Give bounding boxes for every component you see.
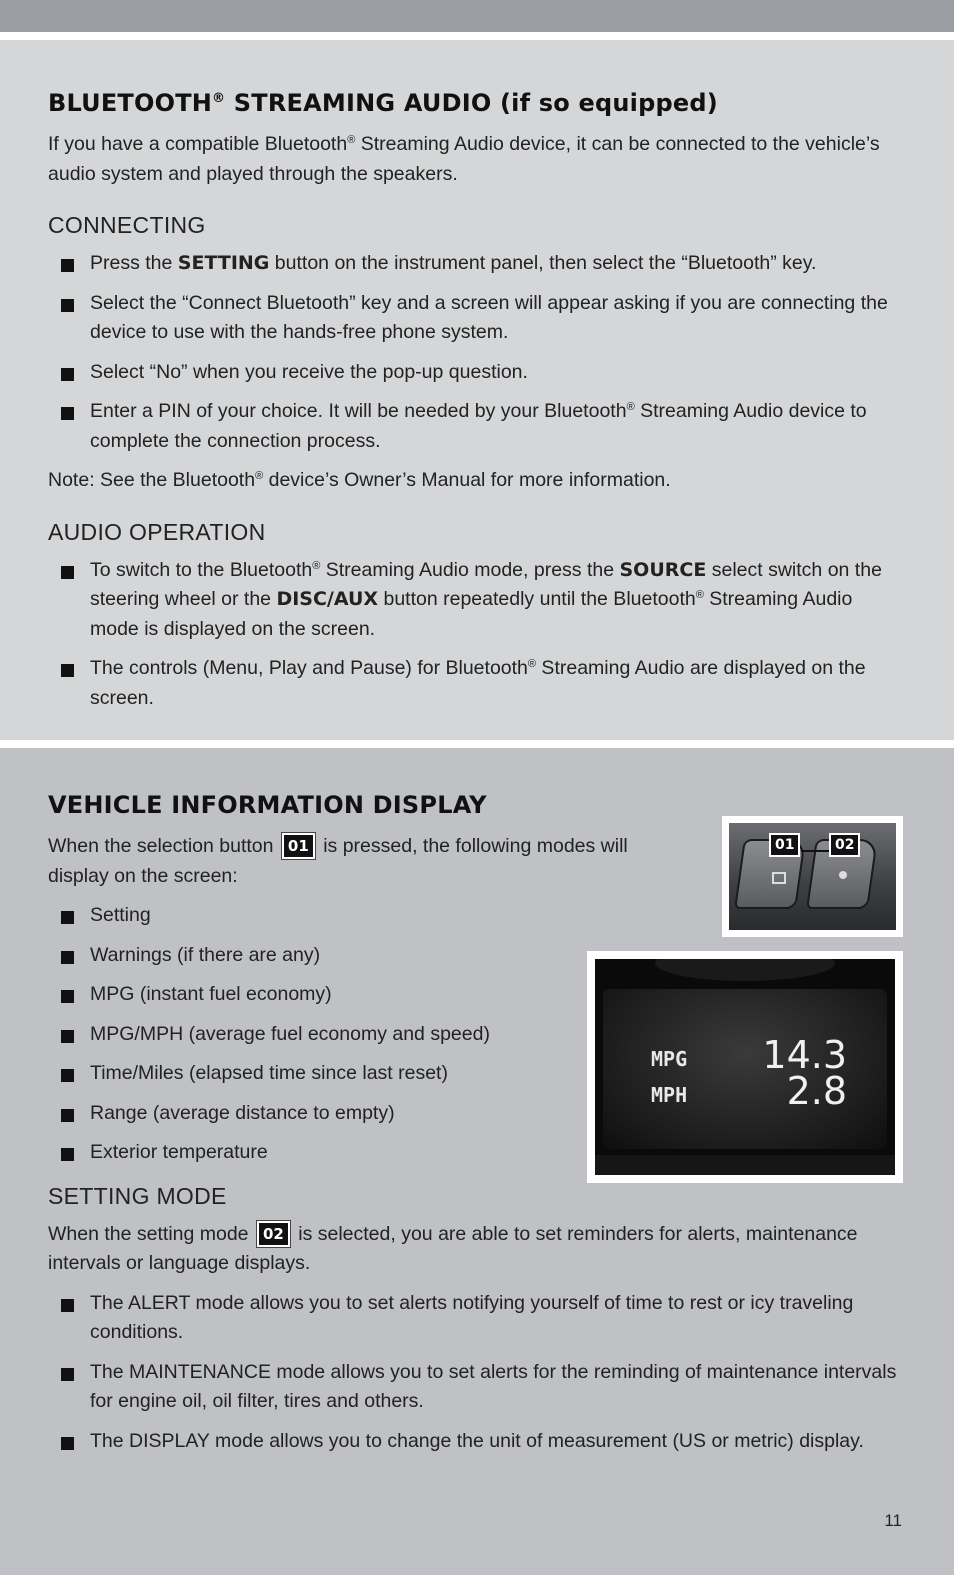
item-text-rest: Streaming Audio device to complete the connection process. xyxy=(90,400,867,452)
photo-tag-01: 01 xyxy=(769,833,800,857)
item-text: Select the “Connect Bluetooth” key and a screen will appear asking if you are connecting the device to use with the hands-free phone system. xyxy=(90,291,888,343)
lcd-value-mph: 2.8 xyxy=(786,1069,847,1113)
mode-label: MPG/MPH (average fuel economy and speed) xyxy=(90,1022,490,1045)
note-text-rest: device’s Owner’s Manual for more information. xyxy=(263,469,671,491)
registered-mark: ® xyxy=(212,91,226,106)
bullet-icon xyxy=(61,1299,74,1312)
page-number: 11 xyxy=(884,1511,902,1530)
setting-mode-intro xyxy=(48,1220,906,1279)
heading-text-rest: STREAMING AUDIO (if so equipped) xyxy=(225,89,718,117)
button-01-tag: 01 xyxy=(282,833,315,859)
setting-mode-heading: SETTING MODE xyxy=(48,1182,227,1209)
bullet-icon xyxy=(61,664,74,677)
list-item xyxy=(48,941,648,971)
item-text-rest: button on the instrument panel, then select the “Bluetooth” key. xyxy=(269,252,817,274)
list-item xyxy=(48,358,906,388)
bullet-icon xyxy=(61,951,74,964)
photo-tag-02: 02 xyxy=(829,833,860,857)
mode-label: Warnings (if there are any) xyxy=(90,943,321,966)
bullet-icon xyxy=(61,368,74,381)
bluetooth-intro xyxy=(48,130,906,189)
bullet-icon xyxy=(61,1109,74,1122)
item-text: To switch to the Bluetooth xyxy=(90,558,313,581)
intro-text-rest: is pressed, the following modes will display on the screen: xyxy=(48,835,628,887)
bullet-icon xyxy=(61,1030,74,1043)
lcd-label-mph: MPH xyxy=(651,1083,688,1107)
item-text: Select “No” when you receive the pop-up question. xyxy=(90,360,528,383)
bluetooth-heading xyxy=(48,88,906,118)
bullet-icon xyxy=(61,990,74,1003)
list-item xyxy=(48,1358,906,1417)
item-text: The MAINTENANCE mode allows you to set alerts for the reminding of maintenance intervals for engine oil, oil filter, tires and others. xyxy=(90,1360,897,1412)
bullet-icon xyxy=(61,299,74,312)
bullet-icon xyxy=(61,566,74,579)
bullet-icon xyxy=(61,259,74,272)
intro-text: When the selection button xyxy=(48,835,279,857)
registered-mark: ® xyxy=(347,134,356,146)
registered-mark: ® xyxy=(312,559,321,572)
item-text: The ALERT mode allows you to set alerts notifying yourself of time to rest or icy traveling conditions. xyxy=(90,1291,854,1343)
modes-list xyxy=(48,901,648,1168)
button-02-tag: 02 xyxy=(257,1221,290,1247)
lcd-screen xyxy=(603,989,887,1149)
item-text: Enter a PIN of your choice. It will be needed by your Bluetooth xyxy=(90,400,627,422)
list-item xyxy=(48,556,906,645)
item-text: Streaming Audio mode is displayed on the screen. xyxy=(90,588,853,640)
list-item xyxy=(48,980,648,1010)
mode-label: MPG (instant fuel economy) xyxy=(90,983,332,1005)
registered-mark: ® xyxy=(695,589,704,601)
bullet-icon xyxy=(61,1148,74,1161)
list-item xyxy=(48,289,906,348)
setting-keyword: SETTING xyxy=(177,252,270,274)
bullet-icon xyxy=(61,1437,74,1450)
setting-mode-list xyxy=(48,1289,906,1457)
list-item xyxy=(48,249,906,279)
bullet-icon xyxy=(61,911,74,924)
lcd-display-photo xyxy=(587,951,903,1183)
note-text: Note: See the Bluetooth xyxy=(48,469,256,491)
heading-text: BLUETOOTH xyxy=(48,89,213,117)
list-item xyxy=(48,1020,648,1050)
registered-mark: ® xyxy=(626,401,635,413)
bullet-icon xyxy=(61,1368,74,1381)
registered-mark: ® xyxy=(255,470,264,482)
item-text: Streaming Audio mode, press the xyxy=(320,558,620,581)
item-text-rest: Streaming Audio are displayed on the screen. xyxy=(90,657,866,709)
photo-details-icon xyxy=(729,823,896,930)
bullet-icon xyxy=(61,407,74,420)
bluetooth-section xyxy=(0,40,954,740)
intro-text: When the setting mode xyxy=(48,1222,254,1245)
mode-label: Range (average distance to empty) xyxy=(90,1101,395,1124)
mode-label: Exterior temperature xyxy=(90,1141,268,1163)
selection-buttons-photo xyxy=(722,816,903,937)
registered-mark: ® xyxy=(527,658,537,670)
intro-text-rest: Streaming Audio device, it can be connected to the vehicle’s audio system and played through the speakers. xyxy=(48,133,880,185)
vid-left-column xyxy=(48,832,648,1168)
lcd-label-mpg: MPG xyxy=(651,1047,688,1071)
connecting-list xyxy=(48,249,906,456)
connecting-heading: CONNECTING xyxy=(48,212,206,238)
photo-frame xyxy=(595,959,895,1175)
top-band xyxy=(0,0,954,32)
intro-text-rest: is selected, you are able to set reminders for alerts, maintenance intervals or language displays. xyxy=(48,1222,858,1274)
item-text: select switch on the steering wheel or the xyxy=(90,558,882,610)
list-item xyxy=(48,654,906,713)
source-keyword: SOURCE xyxy=(619,558,707,581)
vid-heading: VEHICLE INFORMATION DISPLAY xyxy=(48,791,487,819)
bullet-icon xyxy=(61,1069,74,1082)
connecting-note xyxy=(48,466,906,496)
intro-text: If you have a compatible Bluetooth xyxy=(48,133,348,155)
item-text: button repeatedly until the Bluetooth xyxy=(378,588,696,610)
list-item xyxy=(48,901,648,931)
list-item xyxy=(48,1059,648,1089)
list-item xyxy=(48,1427,906,1457)
item-text: The DISPLAY mode allows you to change the unit of measurement (US or metric) display. xyxy=(90,1429,864,1452)
photo-frame xyxy=(729,823,896,930)
mode-label: Time/Miles (elapsed time since last reset) xyxy=(90,1062,448,1084)
list-item xyxy=(48,1138,648,1168)
audio-operation-heading: AUDIO OPERATION xyxy=(48,518,266,545)
list-item xyxy=(48,1099,648,1129)
lcd-value-mpg: 14.3 xyxy=(762,1033,847,1077)
list-item xyxy=(48,397,906,456)
vid-intro xyxy=(48,832,648,891)
audio-operation-list xyxy=(48,556,906,714)
disc-aux-keyword: DISC/AUX xyxy=(276,588,379,610)
list-item xyxy=(48,1289,906,1348)
item-text: Press the xyxy=(90,252,178,274)
item-text: The controls (Menu, Play and Pause) for Bluetooth xyxy=(90,657,528,679)
mode-label: Setting xyxy=(90,904,151,926)
